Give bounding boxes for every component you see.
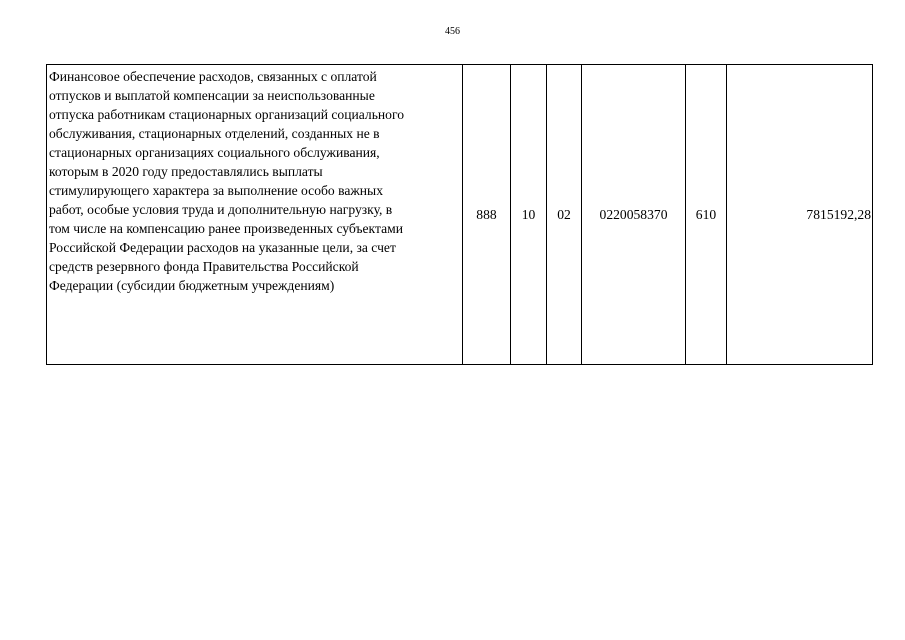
description-line: том числе на компенсацию ранее произведенных субъектами (49, 221, 404, 236)
description-line: Российской Федерации расходов на указанные цели, за счет (49, 240, 396, 255)
table-row (47, 65, 873, 365)
description-line: обслуживания, стационарных отделений, созданных не в (49, 126, 380, 141)
description-line: стимулирующего характера за выполнение особо важных (49, 183, 383, 198)
ministry-code-cell: 888 (463, 65, 511, 365)
description-line: работ, особые условия труда и дополнительную нагрузку, в (49, 202, 393, 217)
page-number: 456 (445, 26, 460, 37)
expense-description-cell (47, 65, 463, 365)
section-code-cell: 10 (511, 65, 547, 365)
budget-table (46, 64, 873, 365)
subsection-code-cell: 02 (547, 65, 582, 365)
target-article-cell: 0220058370 (582, 65, 686, 365)
expense-type-cell: 610 (686, 65, 727, 365)
description-line: отпуска работникам стационарных организаций социального (49, 107, 405, 122)
description-line: средств резервного фонда Правительства Российской (49, 259, 359, 274)
description-line: стационарных организациях социального обслуживания, (49, 145, 380, 160)
description-line: Финансовое обеспечение расходов, связанных с оплатой (49, 69, 377, 84)
description-line: которым в 2020 году предоставлялись выплаты (49, 164, 323, 179)
description-line: отпусков и выплатой компенсации за неиспользованные (49, 88, 375, 103)
amount-cell: 7815192,28 (727, 65, 873, 365)
description-line: Федерации (субсидии бюджетным учреждениям) (49, 278, 335, 293)
